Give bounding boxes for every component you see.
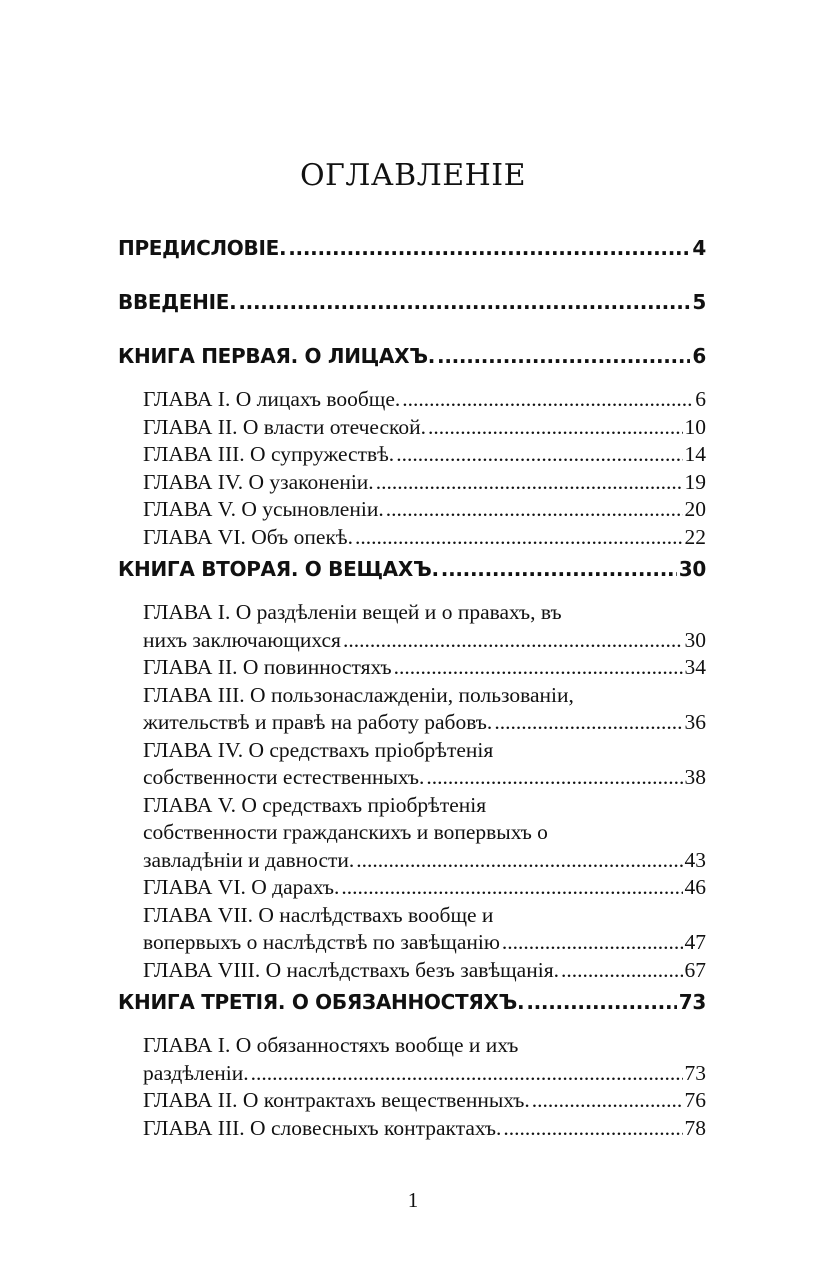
- dot-leader: [356, 847, 682, 875]
- toc-chapter[interactable]: [118, 957, 706, 985]
- dot-leader: [251, 1060, 683, 1088]
- page-title: ОГЛАВЛЕНІЕ: [299, 158, 527, 193]
- toc-chapter-page: 6: [695, 387, 706, 411]
- dot-leader: [561, 957, 683, 985]
- toc-entry-book-1[interactable]: [118, 342, 706, 370]
- dot-leader: [238, 288, 690, 316]
- dot-leader: [441, 555, 677, 583]
- toc-chapter-text: завладѣніи и давности.: [143, 847, 355, 872]
- toc-entry-preface[interactable]: [118, 234, 706, 262]
- toc-chapter-text: вопервыхъ о наслѣдствѣ по завѣщанію: [143, 930, 500, 954]
- toc-chapter-page: 67: [684, 957, 706, 982]
- toc-chapter-text: нихъ заключающихся: [143, 627, 341, 652]
- toc-chapter-page: 14: [684, 442, 706, 466]
- toc-chapter[interactable]: [118, 902, 706, 957]
- dot-leader: [426, 764, 682, 792]
- toc-chapter-page: 38: [684, 765, 706, 789]
- toc-chapter-page: 20: [684, 497, 706, 521]
- toc-chapter-text: ГЛАВА III. О супружествѣ.: [143, 442, 395, 466]
- dot-leader: [341, 874, 682, 902]
- toc-chapter-text: ГЛАВА III. О пользонаслажденіи, пользованіи,: [143, 682, 574, 707]
- dot-leader: [526, 988, 676, 1016]
- dot-leader: [396, 441, 682, 469]
- toc-chapter[interactable]: [118, 874, 706, 902]
- toc-entry-page: 30: [678, 557, 706, 581]
- dot-leader: [355, 524, 683, 552]
- toc-chapter-page: 22: [684, 524, 706, 549]
- toc-chapter[interactable]: [118, 1087, 706, 1115]
- toc-chapter-text: ГЛАВА I. О обязанностяхъ вообще и ихъ: [143, 1033, 519, 1057]
- toc-chapter-text: раздѣленіи.: [143, 1060, 249, 1085]
- dot-leader: [494, 709, 682, 737]
- toc-entry-text: КНИГА ВТОРАЯ. О ВЕЩАХЪ.: [118, 557, 439, 581]
- toc-chapter-text: жительствѣ и правѣ на работу рабовъ.: [143, 710, 493, 734]
- toc-chapter-text: ГЛАВА I. О раздѣленіи вещей и о правахъ, въ: [143, 600, 562, 624]
- toc-chapter-page: 19: [684, 469, 706, 494]
- toc-chapter-page: 30: [684, 627, 706, 652]
- dot-leader: [394, 654, 683, 682]
- toc-chapter[interactable]: [118, 1115, 706, 1143]
- toc-chapter[interactable]: [118, 654, 706, 682]
- toc-chapter-text: ГЛАВА IV. О средствахъ пріобрѣтенія: [143, 737, 494, 762]
- toc-chapter-text: ГЛАВА VII. О наслѣдствахъ вообще и: [143, 902, 494, 927]
- dot-leader: [376, 469, 683, 497]
- dot-leader: [343, 627, 683, 655]
- toc-chapter-page: 10: [684, 414, 706, 439]
- toc-entry-text: ВВЕДЕНІЕ.: [118, 290, 237, 314]
- dot-leader: [402, 386, 693, 414]
- toc-chapter-text: ГЛАВА II. О власти отеческой.: [143, 414, 427, 439]
- dot-leader: [502, 929, 683, 957]
- toc-entry-page: 5: [692, 290, 706, 314]
- dot-leader: [503, 1115, 682, 1143]
- toc-chapter[interactable]: [118, 441, 706, 469]
- toc-chapter-page: 36: [684, 710, 706, 734]
- toc-chapter[interactable]: [118, 737, 706, 792]
- toc-chapter-page: 46: [684, 875, 706, 899]
- table-of-contents: [118, 234, 706, 1142]
- toc-chapter-text: собственности естественныхъ.: [143, 765, 425, 789]
- toc-chapter[interactable]: [118, 524, 706, 552]
- toc-chapter-text: ГЛАВА I. О лицахъ вообще.: [143, 387, 401, 411]
- toc-chapter-page: 34: [684, 655, 706, 679]
- toc-chapter-page: 76: [684, 1088, 706, 1112]
- toc-chapter-text: ГЛАВА V. О средствахъ пріобрѣтенія: [143, 792, 487, 817]
- toc-entry-intro[interactable]: [118, 288, 706, 316]
- toc-chapter-page: 73: [684, 1060, 706, 1085]
- toc-chapter[interactable]: [118, 1032, 706, 1087]
- toc-chapter-text: ГЛАВА IV. О узаконеніи.: [143, 469, 374, 494]
- toc-entry-text: ПРЕДИСЛОВІЕ.: [118, 236, 287, 260]
- toc-entry-book-2[interactable]: [118, 555, 706, 583]
- toc-chapter-text: ГЛАВА II. О контрактахъ вещественныхъ.: [143, 1088, 530, 1112]
- toc-chapter-text: ГЛАВА II. О повинностяхъ: [143, 655, 392, 679]
- toc-entry-page: 4: [692, 236, 706, 260]
- toc-entry-book-3[interactable]: [118, 988, 706, 1016]
- toc-chapter[interactable]: [118, 682, 706, 737]
- toc-entry-page: 73: [678, 990, 706, 1014]
- toc-entry-text: КНИГА ПЕРВАЯ. О ЛИЦАХЪ.: [118, 344, 436, 368]
- toc-chapter-text: ГЛАВА III. О словесныхъ контрактахъ.: [143, 1115, 502, 1140]
- toc-chapter-text: собственности гражданскихъ и вопервыхъ о: [143, 820, 548, 844]
- dot-leader: [532, 1087, 683, 1115]
- toc-chapter-page: 78: [684, 1115, 706, 1140]
- dot-leader: [437, 342, 690, 370]
- toc-chapter[interactable]: [118, 414, 706, 442]
- toc-chapter[interactable]: [118, 469, 706, 497]
- toc-chapter-text: ГЛАВА VI. О дарахъ.: [143, 875, 340, 899]
- toc-chapter-text: ГЛАВА VIII. О наслѣдствахъ безъ завѣщанія.: [143, 957, 559, 982]
- toc-entry-text: КНИГА ТРЕТІЯ. О ОБЯЗАННОСТЯХЪ.: [118, 990, 525, 1014]
- toc-chapter[interactable]: [118, 599, 706, 654]
- dot-leader: [428, 414, 682, 442]
- toc-chapter[interactable]: [118, 386, 706, 414]
- toc-chapter-text: ГЛАВА V. О усыновленіи.: [143, 497, 384, 521]
- toc-chapter[interactable]: [118, 496, 706, 524]
- toc-chapter-page: 43: [684, 847, 706, 872]
- dot-leader: [386, 496, 683, 524]
- toc-entry-page: 6: [692, 344, 706, 368]
- toc-chapter[interactable]: [118, 792, 706, 875]
- toc-chapter-text: ГЛАВА VI. Объ опекѣ.: [143, 524, 353, 549]
- page-number: 1: [407, 1188, 419, 1212]
- dot-leader: [288, 234, 690, 262]
- toc-chapter-page: 47: [684, 930, 706, 954]
